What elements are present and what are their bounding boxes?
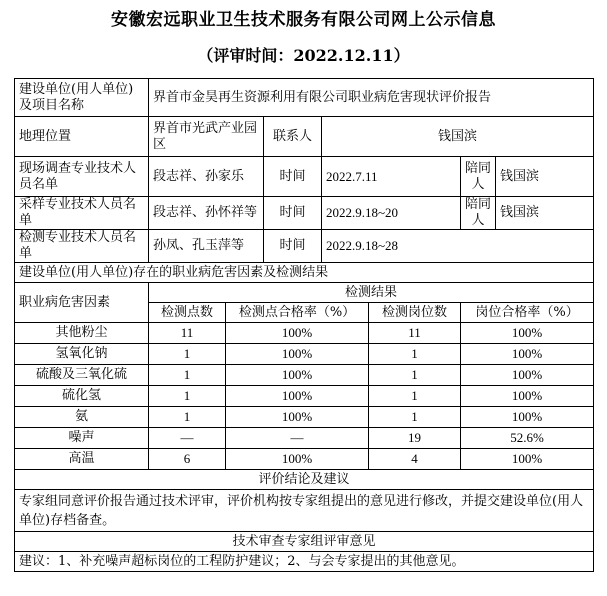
posts-value: 4 bbox=[369, 449, 461, 470]
factor-name: 其他粉尘 bbox=[15, 323, 149, 344]
testing-label: 检测专业技术人员名单 bbox=[15, 230, 149, 263]
contact-label: 联系人 bbox=[264, 117, 322, 157]
survey-companion-value: 钱国滨 bbox=[496, 157, 594, 197]
location-label: 地理位置 bbox=[15, 117, 149, 157]
unit-value: 界首市金昊再生资源利用有限公司职业病危害现状评价报告 bbox=[149, 79, 594, 117]
point-rate-value: 100% bbox=[226, 344, 369, 365]
conclusion-title: 评价结论及建议 bbox=[15, 470, 594, 490]
factor-header: 职业病危害因素 bbox=[15, 283, 149, 323]
factor-name: 硫化氢 bbox=[15, 386, 149, 407]
table-row bbox=[15, 407, 594, 428]
factor-name: 高温 bbox=[15, 449, 149, 470]
point-rate-value: 100% bbox=[226, 407, 369, 428]
point-rate-value: 100% bbox=[226, 365, 369, 386]
testing-time-value: 2022.9.18~28 bbox=[322, 230, 594, 263]
factor-name: 噪声 bbox=[15, 428, 149, 449]
posts-value: 1 bbox=[369, 365, 461, 386]
survey-value: 段志祥、孙家乐 bbox=[149, 157, 264, 197]
testing-value: 孙凤、孔玉萍等 bbox=[149, 230, 264, 263]
points-value: 1 bbox=[149, 344, 226, 365]
survey-label: 现场调查专业技术人员名单 bbox=[15, 157, 149, 197]
posts-value: 1 bbox=[369, 386, 461, 407]
posts-value: 1 bbox=[369, 407, 461, 428]
table-row bbox=[15, 365, 594, 386]
survey-row bbox=[15, 157, 594, 197]
hazards-section-row bbox=[15, 263, 594, 283]
post-rate-value: 100% bbox=[461, 407, 594, 428]
column-post-rate: 岗位合格率（%） bbox=[461, 303, 594, 323]
column-posts: 检测岗位数 bbox=[369, 303, 461, 323]
disclosure-table bbox=[14, 78, 594, 572]
posts-value: 11 bbox=[369, 323, 461, 344]
points-value: — bbox=[149, 428, 226, 449]
posts-value: 1 bbox=[369, 344, 461, 365]
points-value: 1 bbox=[149, 386, 226, 407]
point-rate-value: 100% bbox=[226, 386, 369, 407]
table-row bbox=[15, 344, 594, 365]
points-value: 11 bbox=[149, 323, 226, 344]
review-title: 技术审查专家组评审意见 bbox=[15, 532, 594, 552]
sampling-companion-label: 陪同人 bbox=[461, 197, 496, 230]
unit-label: 建设单位(用人单位)及项目名称 bbox=[15, 79, 149, 117]
point-rate-value: 100% bbox=[226, 323, 369, 344]
points-value: 6 bbox=[149, 449, 226, 470]
unit-row bbox=[15, 79, 594, 117]
sampling-value: 段志祥、孙怀祥等 bbox=[149, 197, 264, 230]
factor-name: 氢氧化钠 bbox=[15, 344, 149, 365]
results-header: 检测结果 bbox=[149, 283, 594, 303]
points-value: 1 bbox=[149, 365, 226, 386]
sampling-time-label: 时间 bbox=[264, 197, 322, 230]
table-row bbox=[15, 386, 594, 407]
sampling-time-value: 2022.9.18~20 bbox=[322, 197, 461, 230]
testing-time-label: 时间 bbox=[264, 230, 322, 263]
table-row bbox=[15, 449, 594, 470]
conclusion-text-row bbox=[15, 490, 594, 532]
post-rate-value: 100% bbox=[461, 449, 594, 470]
point-rate-value: — bbox=[226, 428, 369, 449]
location-value: 界首市光武产业园区 bbox=[149, 117, 264, 157]
post-rate-value: 100% bbox=[461, 323, 594, 344]
hazards-header-row bbox=[15, 283, 594, 303]
post-rate-value: 52.6% bbox=[461, 428, 594, 449]
review-title-row bbox=[15, 532, 594, 552]
factor-name: 硫酸及三氧化硫 bbox=[15, 365, 149, 386]
column-point-rate: 检测点合格率（%） bbox=[226, 303, 369, 323]
table-row bbox=[15, 428, 594, 449]
review-date: （评审时间：2022.12.11） bbox=[197, 46, 410, 65]
review-text: 建议：1、补充噪声超标岗位的工程防护建议；2、与会专家提出的其他意见。 bbox=[15, 552, 594, 572]
contact-value: 钱国滨 bbox=[322, 117, 594, 157]
location-row bbox=[15, 117, 594, 157]
sampling-label: 采样专业技术人员名单 bbox=[15, 197, 149, 230]
points-value: 1 bbox=[149, 407, 226, 428]
review-text-row bbox=[15, 552, 594, 572]
survey-time-value: 2022.7.11 bbox=[322, 157, 461, 197]
table-row bbox=[15, 323, 594, 344]
sampling-row bbox=[15, 197, 594, 230]
factor-name: 氨 bbox=[15, 407, 149, 428]
conclusion-title-row bbox=[15, 470, 594, 490]
posts-value: 19 bbox=[369, 428, 461, 449]
survey-companion-label: 陪同人 bbox=[461, 157, 496, 197]
survey-time-label: 时间 bbox=[264, 157, 322, 197]
post-rate-value: 100% bbox=[461, 344, 594, 365]
post-rate-value: 100% bbox=[461, 386, 594, 407]
conclusion-text: 专家组同意评价报告通过技术评审，评价机构按专家组提出的意见进行修改，并提交建设单位(用人单位)存档备查。 bbox=[15, 490, 594, 532]
column-points: 检测点数 bbox=[149, 303, 226, 323]
testing-row bbox=[15, 230, 594, 263]
page-title: 安徽宏远职业卫生技术服务有限公司网上公示信息 bbox=[111, 10, 496, 30]
hazards-section-title: 建设单位(用人单位)存在的职业病危害因素及检测结果 bbox=[15, 263, 594, 283]
point-rate-value: 100% bbox=[226, 449, 369, 470]
sampling-companion-value: 钱国滨 bbox=[496, 197, 594, 230]
post-rate-value: 100% bbox=[461, 365, 594, 386]
